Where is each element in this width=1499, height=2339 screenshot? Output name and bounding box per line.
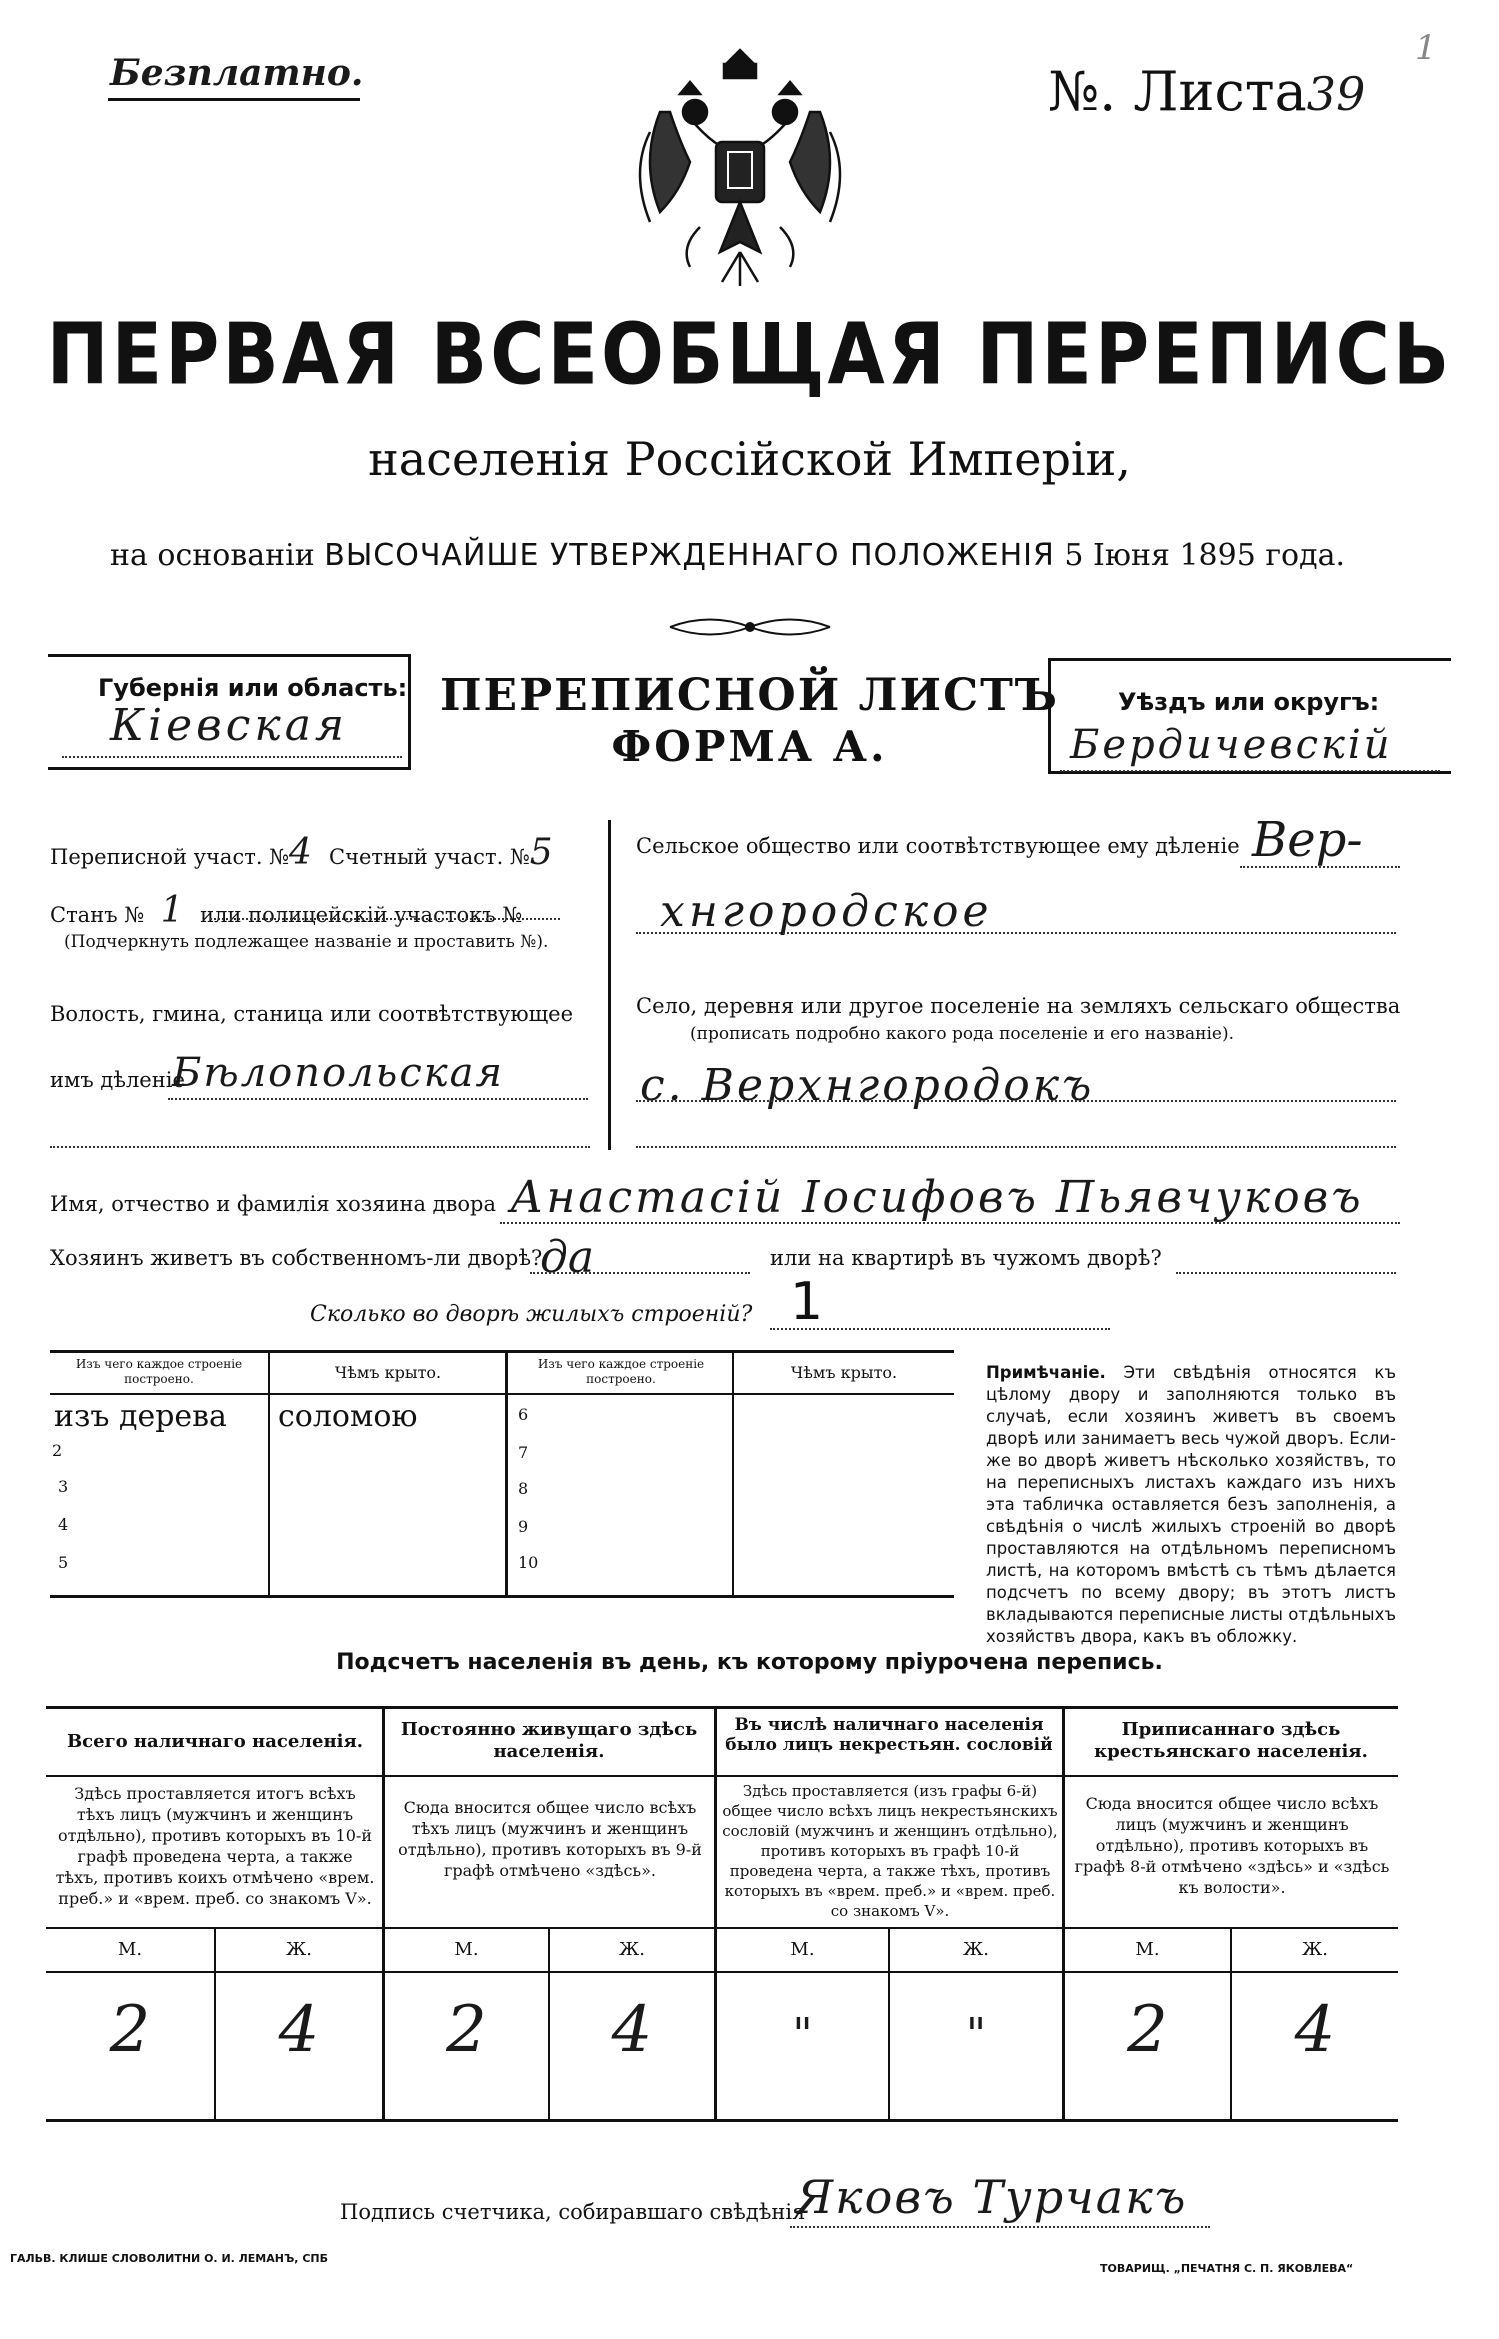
volost-dotted-line-2 (50, 1146, 590, 1148)
count-title: Подсчетъ населенія въ день, къ которому пріурочена перепись. (336, 1650, 1163, 1675)
corner-pencil-mark: 1 (1415, 28, 1437, 68)
building-row-8-num: 8 (518, 1479, 529, 1498)
owner-dotted-line (500, 1222, 1400, 1224)
signature-dotted-line (790, 2226, 1210, 2228)
uezd-value[interactable]: Бердичевскій (1070, 722, 1393, 768)
building-row-4-num: 4 (58, 1515, 69, 1534)
uezd-label: Уѣздъ или округъ: (1118, 688, 1380, 716)
count-col2-desc: Сюда вносится общее число всѣхъ тѣхъ лицъ (мужчинъ и женщинъ отдѣльно), противъ которыхъ въ 9-й графѣ отмѣчено «здѣсь». (398, 1798, 702, 1880)
owner-label: Имя, отчество и фамилія хозяина двора (50, 1192, 497, 1216)
count-col4-f-label: Ж. (1302, 1939, 1328, 1960)
count-col2-header: Постоянно живущаго здѣсь населенія. (400, 1719, 698, 1762)
ornament-divider (660, 612, 840, 642)
village-label: Село, деревня или другое поселеніе на земляхъ сельскаго общества (636, 994, 1401, 1018)
buildings-table (50, 1350, 954, 1598)
building-row-7-num: 7 (518, 1443, 529, 1462)
uezd-dotted-line (1060, 770, 1440, 772)
own-yard-dotted-line (530, 1272, 750, 1274)
count-col3-f-value[interactable]: " (965, 2009, 987, 2060)
building-row-6-num: 6 (518, 1405, 529, 1424)
census-district-field: Переписной участ. №4 Счетный участ. №5 (50, 832, 553, 873)
count-col3-m-value[interactable]: " (792, 2009, 813, 2060)
printer-right: ТОВАРИЩ. „ПЕЧАТНЯ С. П. ЯКОВЛЕВА“ (1100, 2262, 1354, 2275)
building-row-10-num: 10 (518, 1553, 539, 1572)
society-dotted-line-2 (636, 932, 1396, 934)
own-yard-label: Хозяинъ живетъ въ собственномъ-ли дворѣ? (50, 1246, 543, 1270)
census-district-value[interactable]: 4 (289, 832, 312, 873)
count-col2-f-label: Ж. (619, 1939, 645, 1960)
note-block (986, 1362, 1396, 1648)
count-col4-m-label: М. (1135, 1939, 1160, 1960)
volost-dotted-line (168, 1098, 588, 1100)
rented-label: или на квартирѣ въ чужомъ дворѣ? (770, 1246, 1162, 1270)
note-text: Эти свѣдѣнія относятся къ цѣлому двору и заполняются только въ случаѣ, если хозяинъ живетъ въ своемъ дворѣ или занимаетъ весь чужой дворъ. Если-же во дворѣ живетъ нѣсколько хозяйствъ, то на переписныхъ листахъ каждаго изъ нихъ эта табличка оставляется безъ заполненія, а свѣдѣнія о числѣ жилыхъ строеній во дворѣ проставляются на отдѣльномъ переписномъ листѣ, на которомъ вмѣстѣ съ тѣмъ дѣлается подсчетъ по всему двору; въ этотъ листъ вкладываются переписные листы отдѣльныхъ хозяйствъ двора, какъ въ обложку. (986, 1363, 1396, 1646)
count-col2-m-value[interactable]: 2 (446, 1993, 487, 2067)
own-yard-value[interactable]: да (540, 1232, 595, 1283)
count-col4-desc: Сюда вносится общее число всѣхъ лицъ (мужчинъ и женщинъ отдѣльно), противъ которыхъ въ графѣ 8-й отмѣчено «здѣсь» и «здѣсь къ волости». (1074, 1794, 1390, 1897)
gubernia-label: Губернія или область: (98, 674, 408, 702)
society-dotted-line (1240, 866, 1400, 868)
col-roof-header-right: Чѣмъ крыто. (790, 1363, 898, 1382)
village-value[interactable]: с. Верхнгородокъ (640, 1060, 1095, 1111)
signature-value[interactable]: Яковъ Турчакъ (796, 2170, 1188, 2224)
col-roof-header-left: Чѣмъ крыто. (334, 1363, 442, 1382)
building-row-2-num: 2 (52, 1441, 63, 1460)
col-built-header-left: Изъ чего каждое строеніе построено. (75, 1357, 243, 1386)
count-col1-m-label: М. (117, 1939, 143, 1960)
buildings-dotted-line (770, 1328, 1110, 1330)
building-row-1-roof[interactable]: соломою (278, 1399, 418, 1434)
legal-basis-line: на основаніи ВЫСОЧАЙШЕ УТВЕРЖДЕННАГО ПОЛОЖЕНІЯ 5 Іюня 1895 года. (110, 538, 1346, 573)
stan-value[interactable]: 1 (160, 890, 184, 931)
volost-label-2: имъ дѣленіе (50, 1068, 185, 1092)
count-col3-desc: Здѣсь проставляется (изъ графы 6-й) общее число всѣхъ лицъ некрестьянскихъ сословій (мужчинъ и женщинъ отдѣльно), противъ которыхъ въ графѣ 10-й проведена черта, а также тѣхъ, противъ которыхъ въ «врем. преб.» и «врем. преб. со знакомъ V». (722, 1782, 1058, 1920)
volost-label: Волость, гмина, станица или соотвѣтствующее (50, 1002, 574, 1026)
village-note: (прописать подробно какого рода поселеніе и его названіе). (690, 1024, 1234, 1044)
rented-dotted-line (1176, 1272, 1396, 1274)
count-col1-header: Всего наличнаго населенія. (66, 1731, 364, 1752)
count-col3-header: Въ числѣ наличнаго населенія было лицъ некрестьян. сословій (725, 1715, 1053, 1755)
society-value-2[interactable]: хнгородское (660, 886, 993, 937)
count-table (46, 1706, 1398, 2122)
buildings-value[interactable]: 1 (790, 1272, 824, 1332)
building-row-5-num: 5 (58, 1553, 69, 1572)
building-row-1-built[interactable]: изъ дерева (54, 1399, 227, 1434)
count-col1-f-value[interactable]: 4 (278, 1993, 320, 2067)
volost-value[interactable]: Бѣлопольская (172, 1050, 504, 1096)
stan-dotted-line (210, 918, 560, 920)
sheet-number-label: №. Листа39 (1048, 60, 1366, 123)
count-col1-desc: Здѣсь проставляется итогъ всѣхъ тѣхъ лицъ (мужчинъ и женщинъ отдѣльно), противъ которыхъ въ 10-й графѣ проведена черта, а также тѣхъ, противъ коихъ отмѣчено «врем. преб.» и «врем. преб. со знакомъ V». (55, 1784, 375, 1908)
note-title: Примѣчаніе. (986, 1363, 1106, 1382)
buildings-table-divider (505, 1353, 508, 1595)
col-built-header-right: Изъ чего каждое строеніе построено. (537, 1357, 705, 1386)
building-row-3-num: 3 (58, 1477, 69, 1496)
printer-left: ГАЛЬВ. КЛИШЕ СЛОВОЛИТНИ О. И. ЛЕМАНЪ, СПБ (10, 2252, 328, 2265)
owner-value[interactable]: Анастасій Іосифовъ Пьявчуковъ (510, 1172, 1364, 1223)
village-dotted-line (636, 1100, 1396, 1102)
building-row-9-num: 9 (518, 1517, 529, 1536)
count-col2-f-value[interactable]: 4 (611, 1993, 653, 2067)
gubernia-value[interactable]: Кіевская (110, 700, 349, 751)
free-label-underline (108, 98, 360, 101)
form-title: ПЕРЕПИСНОЙ ЛИСТЪ (440, 670, 1059, 721)
census-title: ПЕРВАЯ ВСЕОБЩАЯ ПЕРЕПИСЬ (46, 305, 1453, 405)
census-subtitle: населенія Россійской Имперіи, (368, 432, 1131, 486)
column-divider (608, 820, 611, 1150)
stan-note: (Подчеркнуть подлежащее названіе и проставить №). (64, 932, 549, 952)
count-col4-f-value[interactable]: 4 (1294, 1993, 1336, 2067)
signature-label: Подпись счетчика, собиравшаго свѣдѣнія (340, 2200, 806, 2224)
buildings-label: Сколько во дворѣ жилыхъ строеній? (310, 1302, 753, 1327)
village-dotted-line-2 (636, 1146, 1396, 1148)
count-col4-header: Приписаннаго здѣсь крестьянскаго населенія. (1094, 1719, 1368, 1762)
count-col3-f-label: Ж. (963, 1939, 989, 1960)
stan-field: Станъ № 1 или полицейскій участокъ № (50, 890, 523, 931)
count-col2-m-label: М. (454, 1939, 479, 1960)
imperial-eagle-emblem (620, 42, 860, 292)
count-col4-m-value[interactable]: 2 (1127, 1993, 1168, 2067)
count-col1-f-label: Ж. (286, 1939, 312, 1960)
form-variant: ФОРМА А. (611, 722, 888, 771)
free-label: Безплатно. (110, 52, 364, 94)
count-col1-m-value[interactable]: 2 (109, 1993, 151, 2067)
sheet-number-value: 39 (1306, 67, 1366, 121)
society-label: Сельское общество или соотвѣтствующее ему дѣленіе (636, 834, 1240, 858)
society-value-1[interactable]: Вер- (1252, 812, 1363, 868)
count-district-value[interactable]: 5 (529, 832, 553, 873)
count-col3-m-label: М. (790, 1939, 815, 1960)
